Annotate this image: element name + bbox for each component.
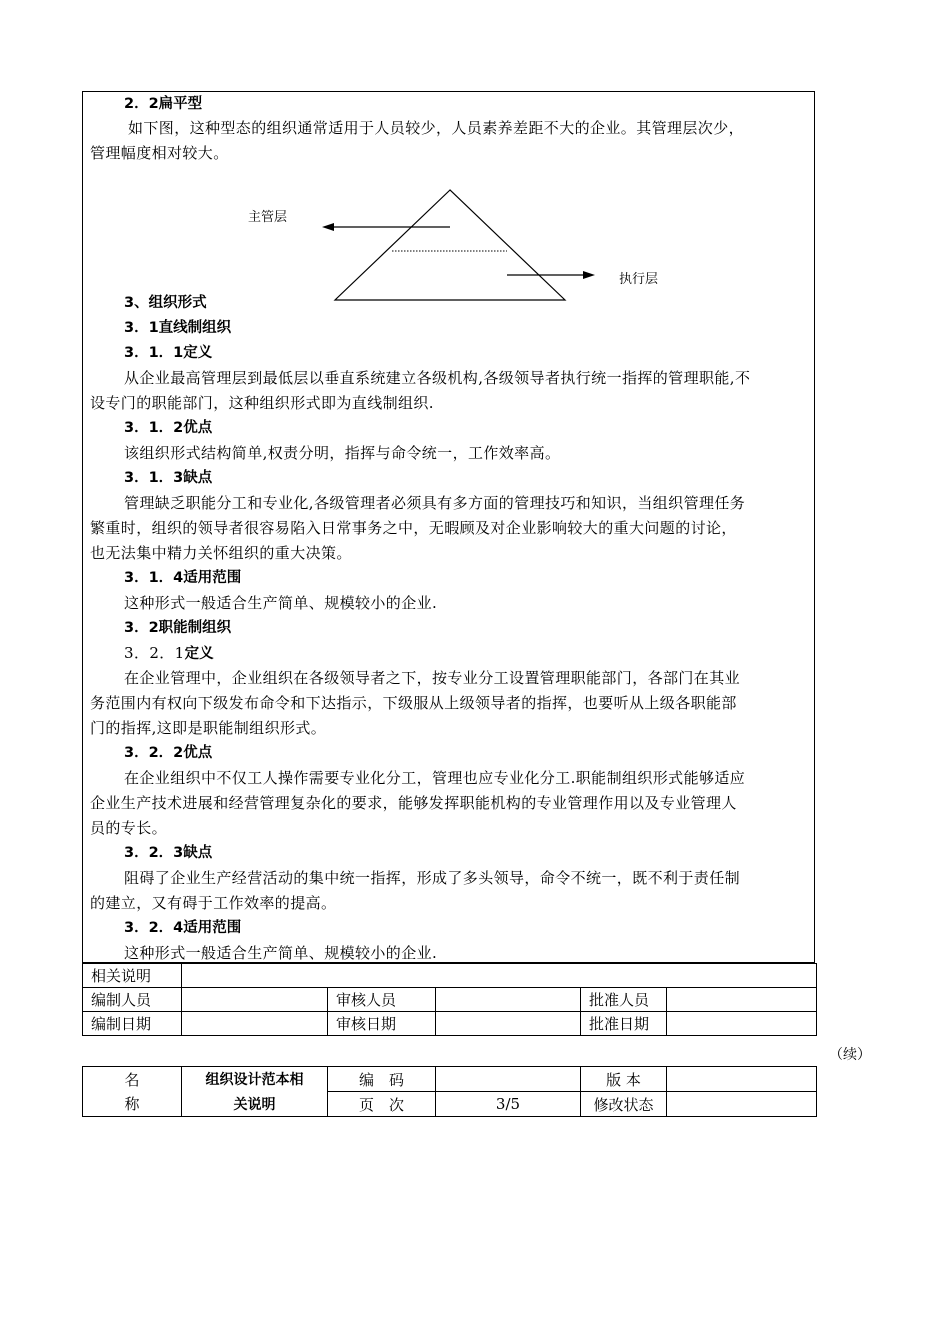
- paragraph-line: 如下图，这种型态的组织通常适用于人员较少，人员素养差距不大的企业。其管理层次少，: [128, 119, 745, 137]
- name-label-2: 称: [83, 1092, 182, 1117]
- heading-number: 3．2．1: [124, 644, 185, 662]
- name-label-1: 名: [83, 1067, 182, 1092]
- heading-3-1-3: 3．1．3缺点: [124, 470, 213, 486]
- related-value[interactable]: [182, 964, 817, 988]
- heading-3-1-1: 3．1．1定义: [124, 345, 213, 361]
- paragraph-line: 的建立，又有碍于工作效率的提高。: [90, 894, 337, 912]
- reviewer-label: 审核人员: [328, 988, 436, 1012]
- heading-3-1: 3．1直线制组织: [124, 320, 232, 336]
- paragraph-line: 繁重时，组织的领导者很容易陷入日常事务之中，无暇顾及对企业影响较大的重大问题的讨论，: [90, 519, 737, 537]
- version-label: 版 本: [581, 1067, 667, 1092]
- heading-3-2-1: [124, 643, 214, 664]
- paragraph-line: 员的专长。: [90, 819, 168, 837]
- continued-marker: （续）: [829, 1047, 871, 1063]
- code-label: 编 码: [328, 1067, 436, 1092]
- page-value: 3/5: [436, 1092, 581, 1117]
- approver-value[interactable]: [667, 988, 817, 1012]
- heading-3-2-2: 3．2．2优点: [124, 745, 213, 761]
- paragraph-line: 设专门的职能部门，这种组织形式即为直线制组织.: [90, 394, 434, 412]
- paragraph-line: 从企业最高管理层到最低层以垂直系统建立各级机构,各级领导者执行统一指挥的管理职能,不: [124, 369, 751, 387]
- heading-2-2: 2．2扁平型: [124, 96, 203, 112]
- paragraph-line: 管理幅度相对较大。: [90, 144, 229, 162]
- heading-3-2: 3．2职能制组织: [124, 620, 232, 636]
- label-execution-layer: 执行层: [619, 272, 659, 287]
- doc-title-line-2: 关说明: [182, 1092, 328, 1117]
- page-label: 页 次: [328, 1092, 436, 1117]
- paragraph-line: 务范围内有权向下级发布命令和下达指示，下级服从上级领导者的指挥，也要听从上级各职能部: [90, 694, 737, 712]
- approve-date-label: 批准日期: [581, 1012, 667, 1036]
- paragraph-line: 也无法集中精力关怀组织的重大决策。: [90, 544, 352, 562]
- arrow-left-head: [322, 223, 334, 231]
- paragraph-line: 企业生产技术进展和经营管理复杂化的要求，能够发挥职能机构的专业管理作用以及专业管理人: [90, 794, 737, 812]
- review-date-label: 审核日期: [328, 1012, 436, 1036]
- heading-3-2-3: 3．2．3缺点: [124, 845, 213, 861]
- approval-table: [82, 963, 817, 1036]
- review-date-value[interactable]: [436, 1012, 581, 1036]
- reviewer-value[interactable]: [436, 988, 581, 1012]
- author-label: 编制人员: [83, 988, 182, 1012]
- version-value[interactable]: [667, 1067, 817, 1092]
- approver-label: 批准人员: [581, 988, 667, 1012]
- date-value[interactable]: [182, 1012, 328, 1036]
- paragraph-line: 管理缺乏职能分工和专业化,各级管理者必须具有多方面的管理技巧和知识，当组织管理任务: [124, 494, 746, 512]
- footer-table: [82, 1066, 817, 1117]
- code-value[interactable]: [436, 1067, 581, 1092]
- doc-title-line-1: 组织设计范本相: [182, 1067, 328, 1092]
- paragraph-line: 这种形式一般适合生产简单、规模较小的企业.: [124, 944, 438, 962]
- paragraph-line: 阻碍了企业生产经营活动的集中统一指挥，形成了多头领导，命令不统一，既不利于责任制: [124, 869, 741, 887]
- heading-3-2-4: 3．2．4适用范围: [124, 920, 242, 936]
- footer-row-2: [83, 1092, 817, 1117]
- paragraph-line: 在企业管理中，企业组织在各级领导者之下，按专业分工设置管理职能部门，各部门在其业: [124, 669, 741, 687]
- pyramid-triangle: [335, 190, 565, 300]
- approve-date-value[interactable]: [667, 1012, 817, 1036]
- heading-3: 3、组织形式: [124, 295, 207, 311]
- arrow-right-head: [583, 271, 595, 279]
- label-management-layer: 主管层: [248, 210, 288, 225]
- people-row: [83, 988, 817, 1012]
- paragraph-line: 该组织形式结构简单,权责分明，指挥与命令统一，工作效率高。: [124, 444, 561, 462]
- related-label: 相关说明: [83, 964, 182, 988]
- paragraph-line: 在企业组织中不仅工人操作需要专业化分工，管理也应专业化分工.职能制组织形式能够适应: [124, 769, 746, 787]
- flat-structure-diagram: [0, 0, 950, 320]
- dates-row: [83, 1012, 817, 1036]
- heading-3-1-2: 3．1．2优点: [124, 420, 213, 436]
- footer-row-1: [83, 1067, 817, 1092]
- related-row: [83, 964, 817, 988]
- paragraph-line: 门的指挥,这即是职能制组织形式。: [90, 719, 327, 737]
- revision-label: 修改状态: [581, 1092, 667, 1117]
- date-label: 编制日期: [83, 1012, 182, 1036]
- heading-3-1-4: 3．1．4适用范围: [124, 570, 242, 586]
- paragraph-line: 这种形式一般适合生产简单、规模较小的企业.: [124, 594, 438, 612]
- revision-value[interactable]: [667, 1092, 817, 1117]
- author-value[interactable]: [182, 988, 328, 1012]
- heading-text: 定义: [184, 646, 214, 662]
